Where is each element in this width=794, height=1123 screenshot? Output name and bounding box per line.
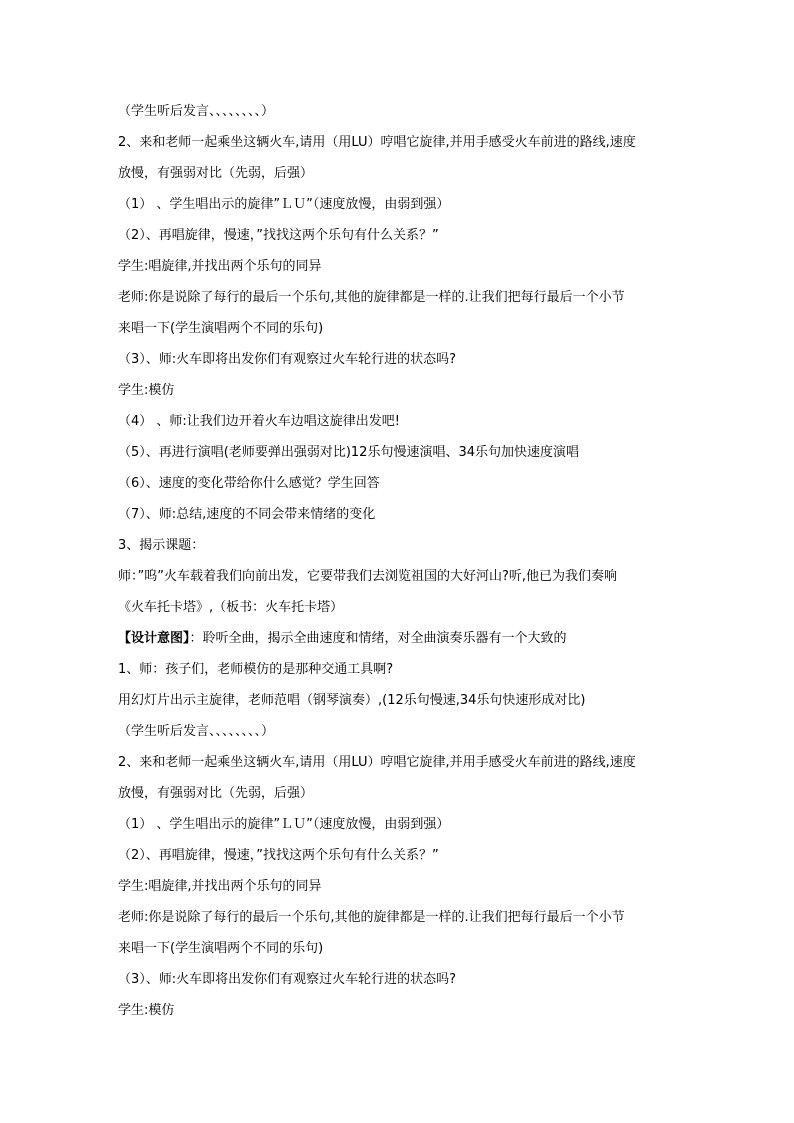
- text-line: （学生听后发言、、、、、、、、）: [118, 724, 275, 739]
- text-line: 老师:你是说除了每行的最后一个乐句,其他的旋律都是一样的.让我们把每行最后一个小节: [118, 290, 625, 305]
- text-line: （1） 、学生唱出示的旋律”ＬＵ”（速度放慢，由弱到强）: [118, 197, 450, 212]
- text-line: 3、揭示课题：: [118, 538, 205, 553]
- text-line: 《火车托卡塔》,（板书：火车托卡塔）: [118, 600, 344, 615]
- text-line: 师：”呜”火车载着我们向前出发，它要带我们去浏览祖国的大好河山?听,他已为我们奏响: [118, 569, 618, 584]
- text-line: （1） 、学生唱出示的旋律”ＬＵ”（速度放慢，由弱到强）: [118, 817, 450, 832]
- text-line: 老师:你是说除了每行的最后一个乐句,其他的旋律都是一样的.让我们把每行最后一个小节: [118, 910, 625, 925]
- text-line: 1、师：孩子们，老师模仿的是那种交通工具啊?: [118, 662, 394, 677]
- text-line: 2、来和老师一起乘坐这辆火车,请用（用LU）哼唱它旋律,并用手感受火车前进的路线,速度: [118, 135, 636, 150]
- text-line: 学生:模仿: [118, 383, 175, 398]
- text-line: （6）、速度的变化带给你什么感觉？学生回答: [118, 476, 380, 491]
- text-line: （3）、师:火车即将出发你们有观察过火车轮行进的状态吗?: [118, 352, 457, 367]
- text-line: 放慢，有强弱对比（先弱，后强）: [118, 166, 314, 181]
- text-line: 用幻灯片出示主旋律，老师范唱（钢琴演奏）,(12乐句慢速,34乐句快速形成对比): [118, 693, 586, 708]
- text-line: （2）、再唱旋律，慢速，”找找这两个乐句有什么关系？”: [118, 848, 439, 863]
- text-line: （2）、再唱旋律，慢速，”找找这两个乐句有什么关系？”: [118, 228, 439, 243]
- text-line: 2、来和老师一起乘坐这辆火车,请用（用LU）哼唱它旋律,并用手感受火车前进的路线,速度: [118, 755, 636, 770]
- design-intent-line: [118, 628, 680, 659]
- text-line: （4） 、师:让我们边开着火车边唱这旋律出发吧!: [118, 414, 400, 429]
- text-line: 来唱一下(学生演唱两个不同的乐句): [118, 321, 324, 336]
- design-intent-label: 【设计意图】: [118, 631, 190, 646]
- text-line: （7）、师:总结,速度的不同会带来情绪的变化: [118, 507, 376, 522]
- text-line: （学生听后发言、、、、、、、、）: [118, 104, 275, 119]
- text-line: 学生:唱旋律,并找出两个乐句的同异: [118, 879, 322, 894]
- text-line: 放慢，有强弱对比（先弱，后强）: [118, 786, 314, 801]
- design-intent-text: ：聆听全曲，揭示全曲速度和情绪，对全曲演奏乐器有一个大致的: [189, 631, 567, 646]
- document-body: [118, 101, 680, 1031]
- text-line: （5）、再进行演唱(老师要弹出强弱对比)12乐句慢速演唱、34乐句加快速度演唱: [118, 445, 579, 460]
- text-line: 来唱一下(学生演唱两个不同的乐句): [118, 941, 324, 956]
- text-line: 学生:模仿: [118, 1003, 175, 1018]
- text-line: 学生:唱旋律,并找出两个乐句的同异: [118, 259, 322, 274]
- text-line: （3）、师:火车即将出发你们有观察过火车轮行进的状态吗?: [118, 972, 457, 987]
